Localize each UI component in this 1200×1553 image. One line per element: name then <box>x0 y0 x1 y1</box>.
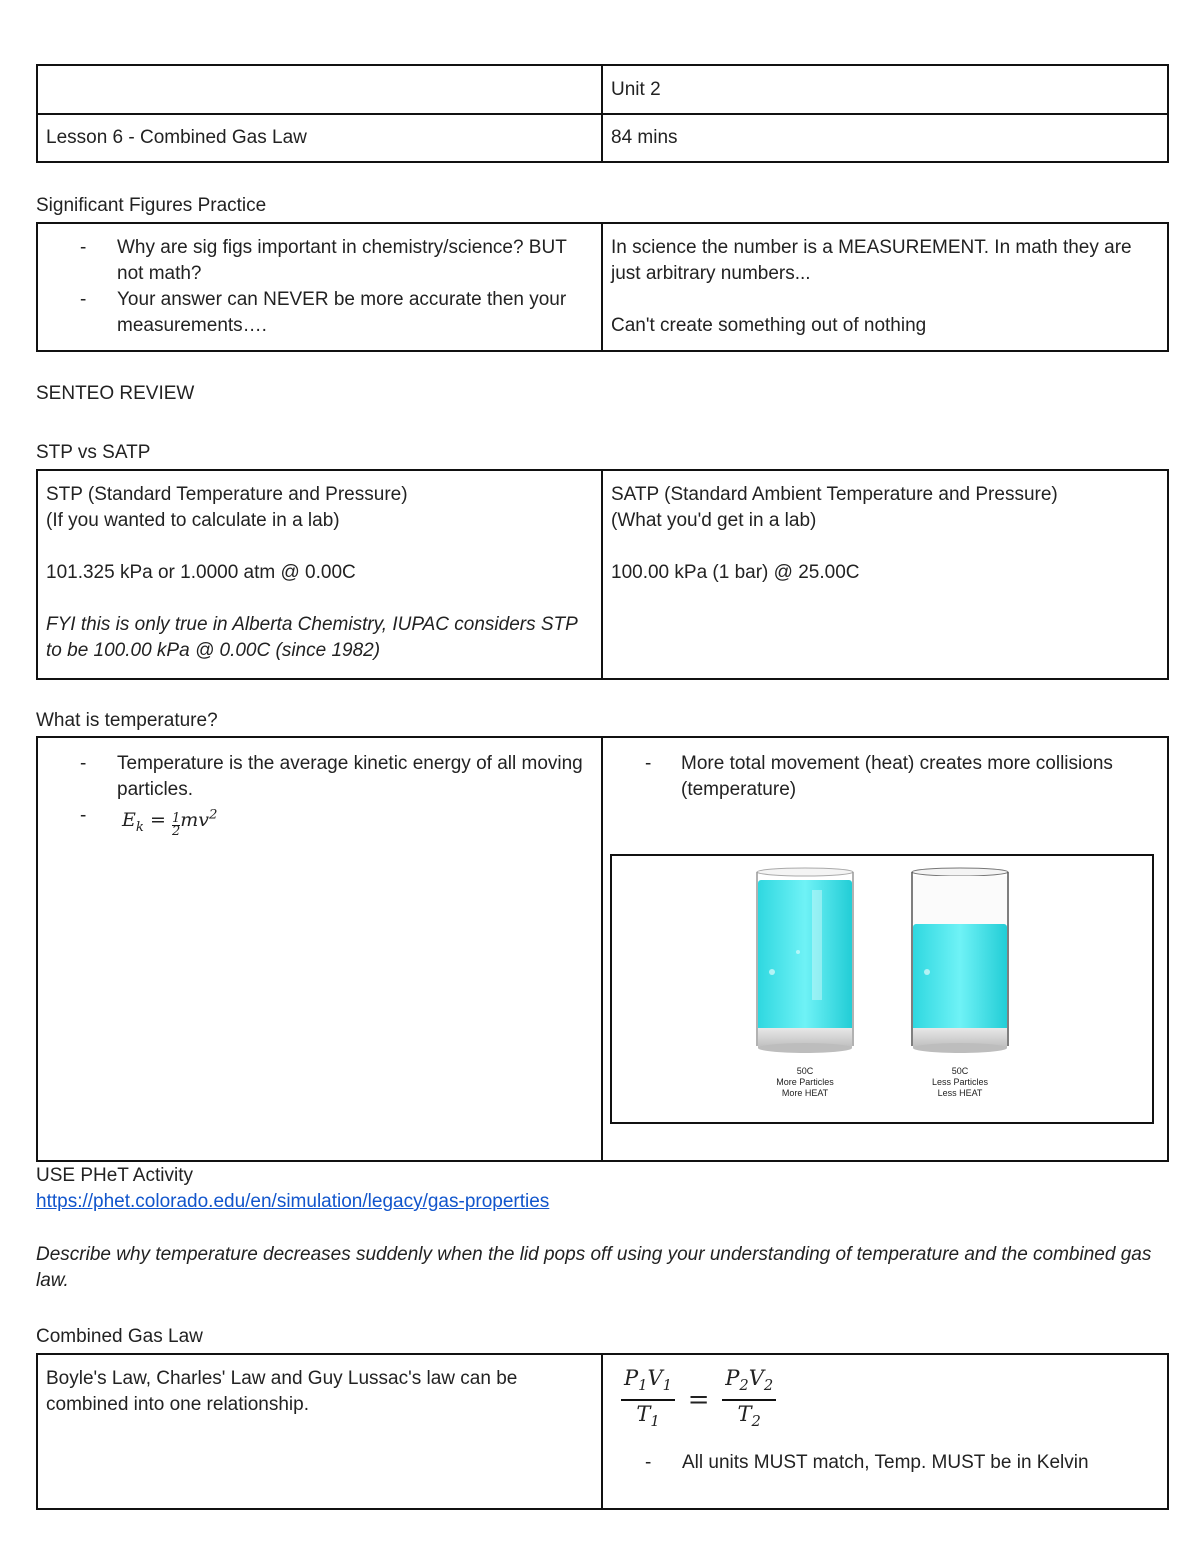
beakers-svg <box>612 856 1152 1122</box>
beaker2-line1: Less Particles <box>931 1077 989 1087</box>
beaker-illustration <box>610 854 1154 1124</box>
units-note: - All units MUST match, Temp. MUST be in Kelvin <box>611 1450 1159 1476</box>
eq-t1: T <box>636 1402 651 1427</box>
stp-cell <box>37 470 602 679</box>
eq-t1-sub: 1 <box>650 1413 660 1431</box>
eq-v2-sub: 2 <box>763 1377 774 1395</box>
senteo-heading: SENTEO REVIEW <box>36 383 195 404</box>
stp-heading: STP vs SATP <box>36 442 151 463</box>
sigfigs-measurement-note: In science the number is a MEASUREMENT. In math they are just arbitrary numbers... <box>611 237 1132 284</box>
formula-half-den: 2 <box>171 824 181 840</box>
combined-right-cell <box>602 1354 1168 1509</box>
combined-table <box>36 1353 1169 1510</box>
satp-value: 100.00 kPa (1 bar) @ 25.00C <box>611 562 860 583</box>
beaker-less <box>912 868 1008 1053</box>
combined-list <box>611 1450 1159 1476</box>
eq-t2: T <box>737 1402 752 1427</box>
phet-question: Describe why temperature decreases suddenly when the lid pops off using your understanding of temperature and the combined gas law. <box>36 1244 1152 1291</box>
satp-cell <box>602 470 1168 679</box>
eq-v2: V <box>748 1366 764 1390</box>
stp-value: 101.325 kPa or 1.0000 atm @ 0.00C <box>46 562 356 583</box>
phet-link[interactable]: https://phet.colorado.edu/en/simulation/legacy/gas-properties <box>36 1191 550 1212</box>
formula-exponent: 2 <box>209 808 218 823</box>
header-table <box>36 64 1169 163</box>
eq-v1: V <box>647 1366 663 1390</box>
beaker1-line1: More Particles <box>776 1077 834 1087</box>
sigfigs-list <box>46 235 593 339</box>
water-less <box>913 924 1007 1046</box>
formula-ek: E <box>122 809 136 832</box>
combined-gas-equation <box>621 1365 1159 1431</box>
phet-heading: USE PHeT Activity <box>36 1165 193 1186</box>
eq-p1-sub: 1 <box>638 1377 648 1395</box>
temperature-heading: What is temperature? <box>36 710 218 731</box>
stp-table <box>36 469 1169 680</box>
sigfigs-item-2: - Your answer can NEVER be more accurate then your measurements…. <box>46 287 593 339</box>
sigfigs-heading: Significant Figures Practice <box>36 195 267 216</box>
phet-link-wrap <box>36 1189 549 1215</box>
satp-title: SATP (Standard Ambient Temperature and Pressure) <box>611 484 1058 505</box>
formula-half-num: 1 <box>171 811 181 827</box>
temperature-left-cell <box>37 737 602 1161</box>
header-cell-empty <box>37 65 602 114</box>
beaker2-caption <box>910 1066 1010 1099</box>
satp-subtitle: (What you'd get in a lab) <box>611 510 817 531</box>
sigfigs-right-cell <box>602 223 1168 351</box>
beaker1-caption <box>755 1066 855 1099</box>
kinetic-energy-formula <box>46 803 593 841</box>
eq-p2-sub: 2 <box>739 1377 749 1395</box>
beaker-full <box>757 868 853 1053</box>
sigfigs-nothing-note: Can't create something out of nothing <box>611 315 927 336</box>
temperature-list <box>46 751 593 841</box>
stp-note: FYI this is only true in Alberta Chemistry, IUPAC considers STP to be 100.00 kPa @ 0.00C (since 1982) <box>46 614 578 661</box>
beaker2-temp: 50C <box>951 1066 969 1076</box>
sigfigs-table <box>36 222 1169 352</box>
stp-subtitle: (If you wanted to calculate in a lab) <box>46 510 340 531</box>
formula-ek-sub: k <box>135 820 144 836</box>
combined-left-cell: Boyle's Law, Charles' Law and Guy Lussac's law can be combined into one relationship. <box>37 1354 602 1509</box>
eq-p2: P <box>725 1366 740 1390</box>
sigfigs-left-cell <box>37 223 602 351</box>
beaker1-temp: 50C <box>796 1066 814 1076</box>
eq-t2-sub: 2 <box>751 1413 761 1431</box>
temperature-definition: - Temperature is the average kinetic energy of all moving particles. <box>46 751 593 803</box>
stp-title: STP (Standard Temperature and Pressure) <box>46 484 408 505</box>
sigfigs-item-1: - Why are sig figs important in chemistry/science? BUT not math? <box>46 235 593 287</box>
heat-collisions-note: - More total movement (heat) creates more collisions (temperature) <box>611 751 1159 803</box>
eq-p1: P <box>624 1366 639 1390</box>
beaker2-line2: Less HEAT <box>937 1088 983 1098</box>
eq-v1-sub: 1 <box>662 1377 673 1395</box>
water-full <box>758 880 852 1046</box>
formula-equals: = <box>149 809 166 832</box>
formula-mv: mv <box>180 809 209 832</box>
unit-label: Unit 2 <box>602 65 1168 114</box>
combined-heading: Combined Gas Law <box>36 1326 203 1347</box>
eq-equals: = <box>687 1385 710 1416</box>
lesson-title: Lesson 6 - Combined Gas Law <box>37 114 602 162</box>
beaker1-line2: More HEAT <box>781 1088 829 1098</box>
temperature-right-list <box>611 751 1159 803</box>
duration: 84 mins <box>602 114 1168 162</box>
